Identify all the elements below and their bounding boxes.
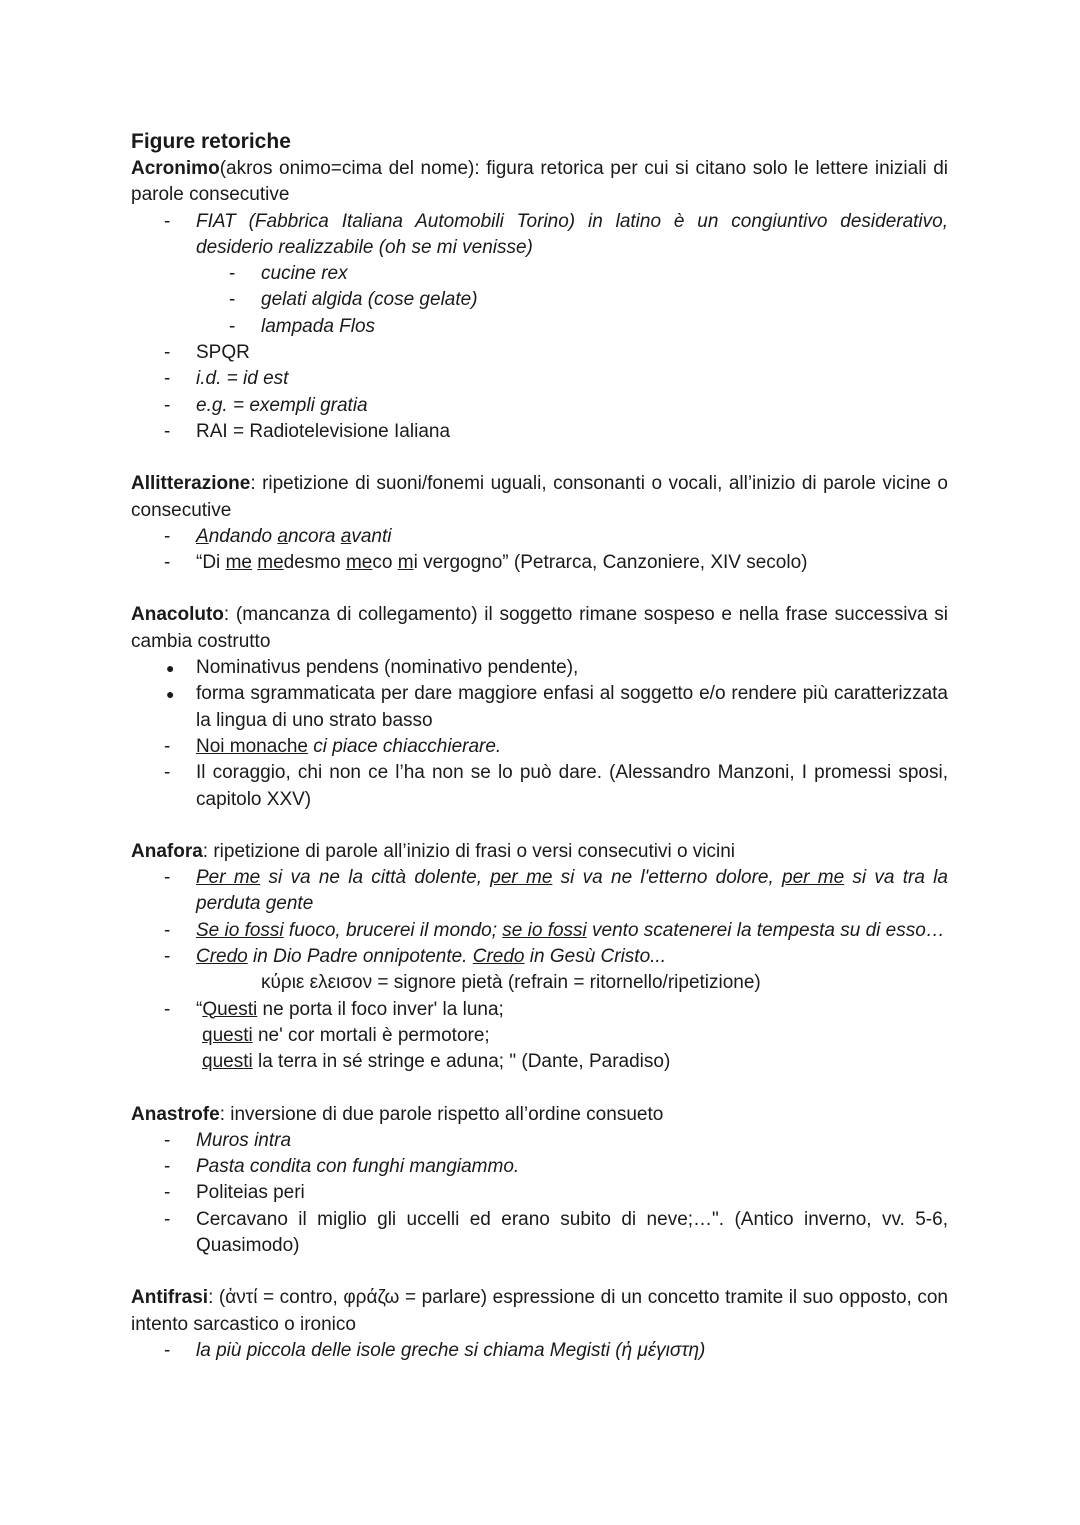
anafora-list	[131, 865, 948, 1075]
list-item: - Noi monache ci piace chiacchierare.	[164, 735, 502, 757]
document-page	[131, 128, 948, 1364]
list-item: - gelati algida (cose gelate)	[229, 289, 478, 311]
list-item: ● Nominativus pendens (nominativo pendente),	[166, 657, 579, 679]
kyrie-line: κύριε ελεισον = signore pietà (refrain = ritornello/ripetizione)	[261, 972, 761, 994]
list-item: - Credo in Dio Padre onnipotente. Credo in Gesù Cristo... κύριε ελεισον = signore pietà (refrain = ritornello/ripetizione)	[131, 944, 948, 997]
verse-line: questi ne' cor mortali è permotore;	[202, 1024, 490, 1046]
anastrofe-definition: Anastrofe: inversione di due parole rispetto all’ordine consueto	[131, 1103, 664, 1125]
section-allitterazione	[131, 471, 948, 576]
list-item: - la più piccola delle isole greche si chiama Megisti (ἡ μέγιστη)	[164, 1339, 706, 1361]
anacoluto-list	[131, 655, 948, 813]
anafora-definition: Anafora: ripetizione di parole all’inizio di frasi o versi consecutivi o vicini	[131, 840, 736, 862]
verse-line: questi la terra in sé stringe e aduna; " (Dante, Paradiso)	[202, 1051, 671, 1073]
list-item: - Politeias peri	[164, 1182, 305, 1204]
antifrasi-list	[131, 1338, 948, 1364]
list-item: - Pasta condita con funghi mangiammo.	[164, 1156, 520, 1178]
section-anacoluto	[131, 602, 948, 812]
term-acronimo: Acronimo	[131, 158, 220, 179]
allitterazione-list	[131, 524, 948, 577]
list-item: - “Di me medesmo meco mi vergogno” (Petrarca, Canzoniere, XIV secolo)	[164, 552, 808, 574]
anacoluto-definition: Anacoluto: (mancanza di collegamento) il soggetto rimane sospeso e nella frase successiva si cambia costrutto	[131, 604, 948, 652]
acronimo-definition: Acronimo(akros onimo=cima del nome): figura retorica per cui si citano solo le lettere iniziali di parole consecutive	[131, 158, 948, 206]
list-item: - SPQR	[164, 342, 250, 364]
list-item: - Andando ancora avanti	[164, 525, 392, 547]
list-item: ● forma sgrammaticata per dare maggiore enfasi al soggetto e/o rendere più caratterizzata la lingua di uno strato basso	[166, 683, 948, 731]
allitterazione-definition: Allitterazione: ripetizione di suoni/fonemi uguali, consonanti o vocali, all’inizio di parole vicine o consecutive	[131, 473, 948, 521]
section-anafora	[131, 839, 948, 1076]
list-item: - Muros intra	[164, 1129, 292, 1151]
acronimo-list	[131, 209, 948, 446]
antifrasi-definition: Antifrasi: (ἀντί = contro, φράζω = parlare) espressione di un concetto tramite il suo opposto, con intento sarcastico o ironico	[131, 1287, 948, 1335]
section-acronimo	[131, 156, 948, 445]
list-item: - lampada Flos	[229, 315, 376, 337]
list-item: - Se io fossi fuoco, brucerei il mondo; se io fossi vento scatenerei la tempesta su di esso…	[164, 919, 945, 941]
page-title: Figure retoriche	[131, 130, 291, 153]
section-anastrofe	[131, 1102, 948, 1260]
list-item: - cucine rex	[229, 263, 348, 285]
list-item: - “Questi ne porta il foco inver' la luna; questi ne' cor mortali è permotore; questi la terra in sé stringe e aduna; " (Dante, Paradiso)	[131, 997, 948, 1076]
anastrofe-list	[131, 1128, 948, 1259]
list-item: - e.g. = exempli gratia	[164, 394, 368, 416]
list-item: - RAI = Radiotelevisione Ialiana	[164, 420, 451, 442]
list-item: - Il coraggio, chi non ce l’ha non se lo può dare. (Alessandro Manzoni, I promessi sposi, capitolo XXV)	[164, 762, 948, 810]
list-item: - i.d. = id est	[164, 368, 289, 390]
list-item: - Cercavano il miglio gli uccelli ed erano subito di neve;…". (Antico inverno, vv. 5-6, Quasimodo)	[164, 1208, 948, 1256]
list-item: - FIAT (Fabbrica Italiana Automobili Torino) in latino è un congiuntivo desiderativo, desiderio realizzabile (oh se mi venisse)	[164, 210, 948, 258]
list-item: - Per me si va ne la città dolente, per me si va ne l'etterno dolore, per me si va tra la perduta gente	[164, 867, 948, 915]
section-antifrasi	[131, 1285, 948, 1364]
